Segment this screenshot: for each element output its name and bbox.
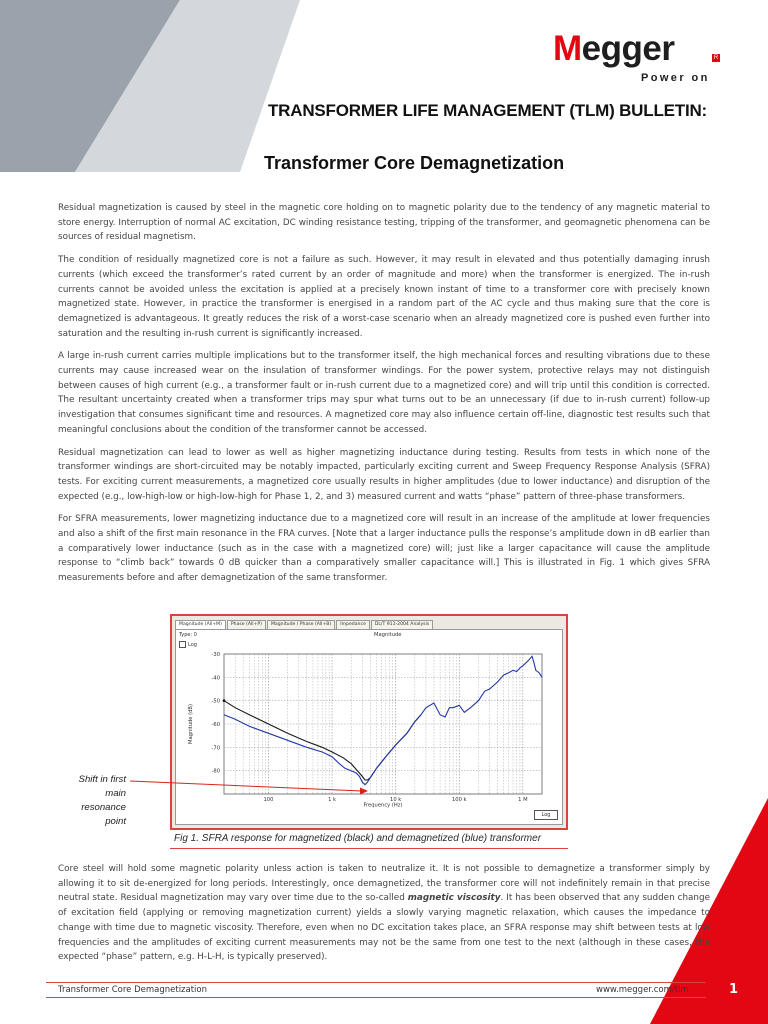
y-axis-label: Magnitude (dB) xyxy=(188,703,194,745)
y-tick-label: -80 xyxy=(211,768,220,775)
paragraph: For SFRA measurements, lower magnetizing inductance due to a magnetized core will result in an increase of the amplitude at lower frequencies and also a shift of the first main resonance in the FRA curves. [Note that a larger inductance pulls the response’s amplitude down in dB earlier than a comparatively lower inductance (such as in the case with a magnetized core) will; just like a larger capacitance will cause the amplitude response to “climb back” towards 0 dB quicker than a comparatively smaller capacitance will.] This is illustrated in Fig. 1 which gives SFRA measurements before and after demagnetization of the same transformer. xyxy=(58,514,710,584)
registered-mark: R xyxy=(713,55,719,61)
log-label: Log xyxy=(541,812,551,818)
x-axis-label: Frequency (Hz) xyxy=(363,802,403,809)
y-tick-label: -50 xyxy=(211,698,220,705)
x-tick-label: 1 M xyxy=(518,797,528,803)
sfra-figure xyxy=(170,614,568,830)
footer-divider-top xyxy=(46,982,706,983)
log-label: Log xyxy=(188,642,197,648)
megger-logo xyxy=(553,30,723,90)
y-tick-label: -30 xyxy=(211,652,220,658)
figure-tabs xyxy=(175,620,563,629)
footer-document-title: Transformer Core Demagnetization xyxy=(58,985,208,995)
paragraph: Core steel will hold some magnetic polarity unless action is taken to neutralize it. It is not possible to demagnetize a transformer simply by allowing it to sit de-energized for long periods. Interestingly, once demagnetized, the transformer core will not indefinitely remain in that precise neutral state. Residual magnetization may vary over time due to the so-called magnetic viscosity. It has been observed that any sudden change of excitation field (applying or removing magnetization current) yields a slowly varying magnetic relaxation, which causes the impedance to change with time due to magnetic viscosity. Therefore, even when no DC excitation takes place, an SFRA response may shift between tests at low frequencies and the amplitudes of exciting current measurements may not be the same from one test to the next (although in these cases, the expected “phase” pattern, e.g. H-L-H, is typically preserved). xyxy=(58,864,710,963)
tab-impedance[interactable]: Impedance xyxy=(336,620,370,629)
logo-wordmark: Megger xyxy=(553,29,675,68)
body-text xyxy=(58,201,710,594)
x-tick-label: 1 k xyxy=(328,797,337,803)
tab-magnitude-phase[interactable]: Magnitude / Phase (All+B) xyxy=(267,620,335,629)
body-text-continued xyxy=(58,862,710,965)
resonance-shift-annotation: Shift in first main resonance point xyxy=(78,774,126,827)
tab-magnitude[interactable]: Magnitude (All+M) xyxy=(175,620,226,629)
y-tick-label: -40 xyxy=(211,675,220,682)
caption-divider xyxy=(170,848,568,849)
plot-title: Magnitude xyxy=(374,632,402,638)
emphasis-term: magnetic viscosity xyxy=(407,893,501,904)
document-title: Transformer Core Demagnetization xyxy=(264,153,565,173)
sfra-chart xyxy=(176,630,566,827)
bulletin-heading: TRANSFORMER LIFE MANAGEMENT (TLM) BULLETIN: xyxy=(268,101,708,120)
plot-panel xyxy=(175,629,563,825)
log-checkbox-bottom[interactable] xyxy=(534,810,558,820)
logo-tagline: Power on xyxy=(641,72,710,84)
tab-dlt-analysis[interactable]: DL/T 911-2004 Analysis xyxy=(371,620,433,629)
footer-url[interactable]: www.megger.com/tlm xyxy=(596,985,689,995)
type-label: Type: 0 xyxy=(179,632,197,638)
tab-phase[interactable]: Phase (All+P) xyxy=(227,620,266,629)
page-number: 1 xyxy=(729,982,739,997)
footer-divider-bottom xyxy=(46,997,706,998)
x-tick-label: 100 k xyxy=(451,797,467,803)
y-tick-label: -60 xyxy=(211,722,220,728)
paragraph: Residual magnetization is caused by steel in the magnetic core holding on to magnetic polarity due to the tendency of any magnetic material to store energy. Interruption of normal AC excitation, DC winding resistance testing, tripping of the transformer, and geomagnetic phenomena can be sources of residual magnetism. xyxy=(58,203,710,243)
paragraph: The condition of residually magnetized core is not a failure as such. However, it may result in elevated and thus potentially damaging inrush currents (which exceed the transformer’s rated current by an order of magnitude and more) when the transformer is energized. The in-rush currents cannot be avoided unless the excitation is applied at a precisely known instant of time to a transformer core with precisely known magnetized state. However, in practice the transformer is energised in a random part of the AC cycle and thus making sure that the core is demagnetized is advantageous. It greatly reduces the risk of a worst-case scenario when an already magnetized core is pushed even further into saturation and the resulting in-rush current is significantly increased. xyxy=(58,255,710,339)
series-start-marker xyxy=(223,699,226,702)
paragraph: Residual magnetization can lead to lower as well as higher magnetizing inductance during testing. Results from tests in which none of the transformer windings are short-circuited may be notably impacted, particularly exciting current and Sweep Frequency Response Analysis (SFRA) tests. For exciting current measurements, a magnetized core usually results in higher amplitudes (due to lower inductance) and disruption of the expected (e.g., low-high-low or high-low-high for Phase 1, 2, and 3) measured current and watts “phase” pattern of three-phase transformers. xyxy=(58,447,710,502)
header-gray-background xyxy=(0,0,300,172)
x-tick-label: 10 k xyxy=(390,797,402,803)
x-tick-label: 100 xyxy=(263,797,274,803)
figure-caption: Fig 1. SFRA response for magnetized (black) and demagnetized (blue) transformer xyxy=(174,833,542,844)
paragraph: A large in-rush current carries multiple implications but to the transformer itself, the high mechanical forces and resulting vibrations due to these currents may cause increased wear on the insulation of transformer windings. For the power system, protective relays may not distinguish between causes of high current (e.g., a transformer fault or in-rush current due to a magnetized core) and will trip until this condition is corrected. The resultant uncertainty created when a transformer trips may spur what turns out to be an unnecessary (if due to in-rush current) follow-up investigation that consumes significant time and resources. A magnetized core may also influence certain off-line, diagnostic test results such that meaningful conclusions about the condition of the transformer cannot be accessed. xyxy=(58,351,710,435)
y-tick-label: -70 xyxy=(211,745,220,752)
